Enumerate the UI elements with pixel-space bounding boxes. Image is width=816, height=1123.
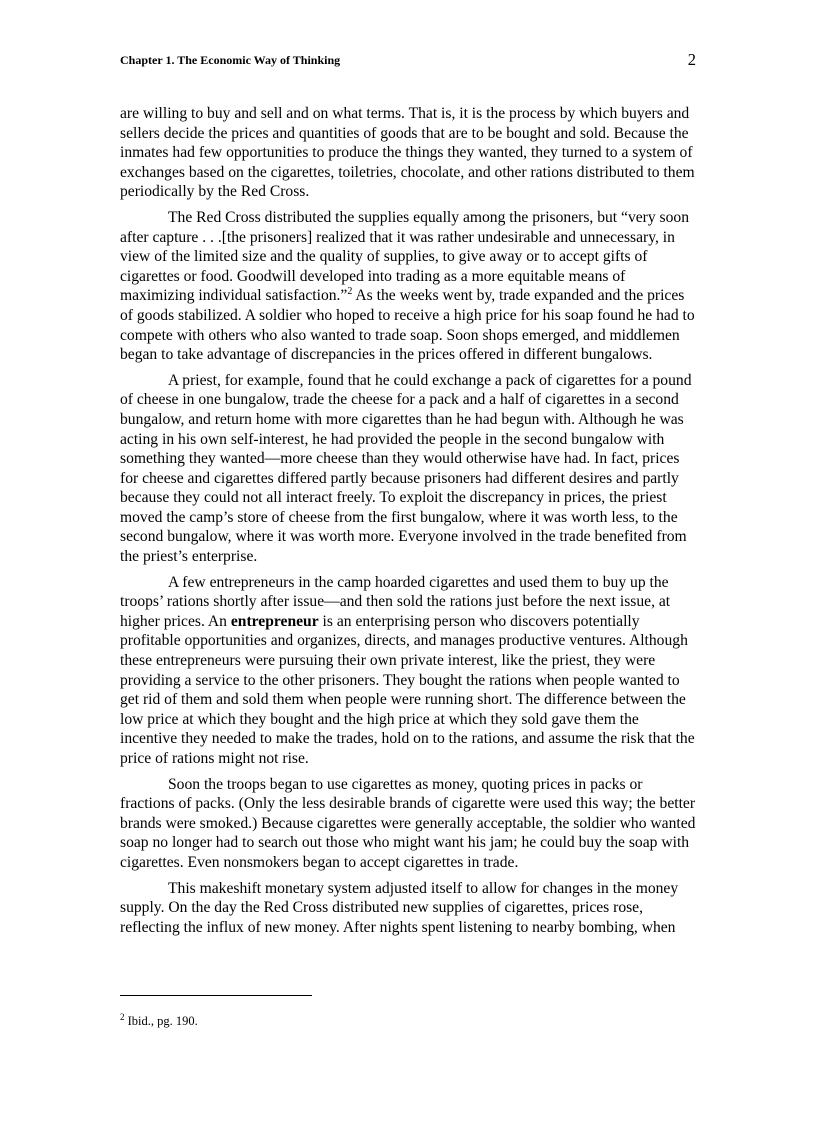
paragraph-1: are willing to buy and sell and on what terms. That is, it is the process by which buyers and sellers decide the prices and quantities of goods that are to be bought and sold. Because the inmates had few opportunities to produce the things they wanted, they turned to a system of exchanges based on the cigarettes, toiletries, chocolate, and other rations distributed to them periodically by the Red Cross. xyxy=(120,105,695,201)
chapter-title: Chapter 1. The Economic Way of Thinking xyxy=(120,53,341,67)
body-text xyxy=(120,104,696,943)
footnote-number: 2 xyxy=(120,1012,125,1022)
paragraph-2 xyxy=(120,208,696,365)
paragraph-6: This makeshift monetary system adjusted itself to allow for changes in the money supply. On the day the Red Cross distributed new supplies of cigarettes, prices rose, reflecting the influx of new money. After nights spent listening to nearby bombing, when xyxy=(120,879,679,936)
paragraph-4 xyxy=(120,573,696,769)
footnote-reference: 2 xyxy=(347,286,353,298)
paragraph-4-text-a: A few entrepreneurs in the camp hoarded cigarettes and used them to buy up the troops’ rations shortly after issue—and then sold the rations just before the next issue, at higher prices. An xyxy=(120,573,671,630)
paragraph-3: A priest, for example, found that he could exchange a pack of cigarettes for a pound of cheese in one bungalow, trade the cheese for a pack and a half of cigarettes in a second bungalow, and return home with more cigarettes than he had begun with. Although he was acting in his own self-interest, he had provided the people in the second bungalow with something they wanted—more cheese than they would otherwise have had. In fact, prices for cheese and cigarettes differed partly because prisoners had different desires and partly because they could not all interact freely. To exploit the discrepancy in prices, the priest moved the camp’s store of cheese from the first bungalow, where it was worth less, to the second bungalow, where it was worth more. Everyone involved in the trade benefited from the priest’s enterprise. xyxy=(120,371,692,566)
footnote-text: Ibid., pg. 190. xyxy=(124,1014,198,1028)
footnote-divider xyxy=(120,995,312,996)
paragraph-5: Soon the troops began to use cigarettes as money, quoting prices in packs or fractions of packs. (Only the less desirable brands of cigarette were used this way; the better brands were smoked.) Because cigarettes were generally acceptable, the soldier who wanted soap no longer had to search out those who might want his jam; he could buy the soap with cigarettes. Even nonsmokers began to accept cigarettes in trade. xyxy=(120,775,696,871)
paragraph-4-text-b: is an enterprising person who discovers potentially profitable opportunities and organizes, directs, and manages productive ventures. Although these entrepreneurs were pursuing their own private interest, like the priest, they were providing a service to the other prisoners. They bought the rations when people wanted to get rid of them and sold them when people were running short. The difference between the low price at which they bought and the high price at which they sold gave them the incentive they needed to make the trades, hold on to the rations, and assume the risk that the price of rations might not rise. xyxy=(120,612,695,767)
running-header xyxy=(120,50,696,72)
footnote xyxy=(120,1013,696,1029)
paragraph-2-text-b: As the weeks went by, trade expanded and the prices of goods stabilized. A soldier who hoped to receive a high price for his soap found he had to compete with others who also wanted to trade soap. Soon shops emerged, and middlemen began to take advantage of discrepancies in the prices offered in different bungalows. xyxy=(120,287,695,364)
paragraph-2-text-a: The Red Cross distributed the supplies equally among the prisoners, but “very soon after capture . . .[the prisoners] realized that it was rather undesirable and unnecessary, in view of the limited size and the quality of supplies, to give away or to accept gifts of cigarettes or food. Goodwill developed into trading as a more equitable means of maximizing individual satisfaction.” xyxy=(120,208,690,305)
key-term-entrepreneur: entrepreneur xyxy=(230,612,319,630)
page-number: 2 xyxy=(687,50,696,69)
